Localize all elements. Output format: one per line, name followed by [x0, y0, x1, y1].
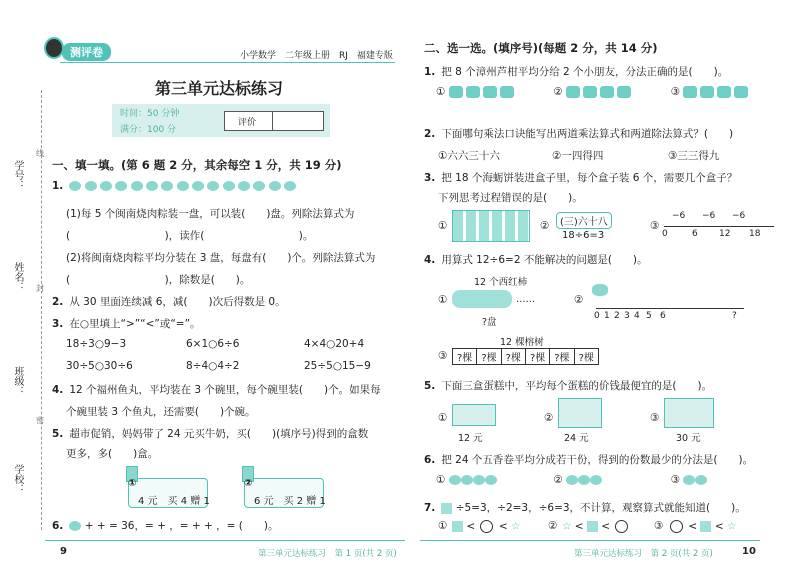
r-q3-opt[interactable]: ① — [438, 220, 448, 232]
r-q4-opt[interactable]: ① — [438, 294, 448, 306]
q4 — [52, 382, 381, 397]
footer-right-rule — [420, 540, 760, 541]
r-q1-opt[interactable]: ② — [553, 86, 563, 98]
r-q3-line1: 把 18 个海蛎饼装进盒子里，每个盒子装 6 个，需要几个盒子？ — [441, 172, 738, 184]
course-label: 小学数学 二年级上册 RJ 福建专版 — [240, 51, 393, 61]
strip-cell: ?棵 — [550, 349, 574, 365]
r-q7-opt[interactable]: ③ — [654, 520, 664, 532]
eval-divider — [272, 111, 273, 131]
r-q1-options — [436, 86, 776, 108]
deer-icon — [592, 284, 608, 296]
section2-title: 二、选一选。(填序号)(每题 2 分，共 14 分) — [424, 41, 658, 55]
binding-mark-dense: 密 — [36, 416, 44, 425]
r-q6-opt[interactable]: ① — [436, 474, 446, 486]
q1-part1-b: ( )，读作( )。 — [66, 230, 314, 242]
number-line-3 — [664, 226, 774, 227]
r-q2-number: 2. — [424, 128, 436, 140]
r-q4-text: 用算式 12÷6=2 不能解决的问题是( )。 — [441, 254, 648, 266]
compare-shapes: ☆ < < — [562, 520, 630, 533]
r-q7-number: 7. — [424, 502, 436, 514]
strip-cell: ?棵 — [453, 349, 477, 365]
axis-label: 3 — [624, 311, 630, 321]
r-q3 — [424, 170, 737, 185]
score-label: 满分：100 分 — [120, 125, 177, 135]
r-q3-number: 3. — [424, 172, 436, 184]
q1-number: 1. — [52, 180, 64, 192]
binding-mark-line: 线 — [36, 149, 44, 158]
tomato-plate — [452, 290, 512, 308]
binding-class: 班级： — [12, 366, 23, 396]
strip-cell: ?棵 — [525, 349, 549, 365]
r-q6-text: 把 24 个五香卷平均分成若干份，得到的份数最少的分法是( )。 — [441, 454, 754, 466]
footer-left-text: 第三单元达标练习 第 1 页(共 2 页) — [258, 549, 397, 559]
q3-cell: 25÷5○15−9 — [304, 360, 371, 372]
q2 — [52, 294, 286, 309]
price-label: 12 元 — [458, 433, 483, 444]
shape-a-icon — [69, 521, 81, 531]
axis-label: 4 — [634, 311, 640, 321]
price-label: 30 元 — [676, 433, 701, 444]
r-q6 — [424, 452, 753, 467]
q3-cell: 18÷3○9−3 — [66, 338, 127, 350]
axis-label: 0 — [594, 311, 600, 321]
r-q7-text: ÷5=3，÷2=3，÷6=3，不计算，观察算式就能知道( )。 — [455, 502, 746, 514]
axis-label: 1 — [604, 311, 610, 321]
q5-number: 5. — [52, 428, 64, 440]
offer-2-text: 6 元 买 2 赠 1 — [254, 496, 326, 507]
binding-school: 学校： — [12, 464, 23, 494]
strip-cell: ?棵 — [574, 349, 598, 365]
q5-line1: 超市促销，妈妈带了 24 元买牛奶，买( )(填序号)得到的盒数 — [69, 428, 369, 440]
r-q1-opt[interactable]: ① — [436, 86, 446, 98]
r-q3-opt[interactable]: ③ — [650, 220, 660, 232]
zongzi-row — [69, 180, 296, 192]
strip-cell: ?棵 — [501, 349, 525, 365]
footer-right-page: 10 — [742, 546, 756, 557]
minus-label: −6 — [702, 211, 716, 221]
axis-label: ? — [732, 311, 737, 321]
axis-tick-label: 18 — [749, 229, 761, 239]
r-q2 — [424, 126, 733, 141]
q3-cell: 6×1○6÷6 — [186, 338, 240, 350]
q6 — [52, 518, 278, 533]
tree-strip — [452, 348, 599, 365]
q1-part2-b: ( )，除数是( )。 — [66, 274, 251, 286]
compare-shapes: < < ☆ — [668, 520, 736, 533]
binding-name: 姓名： — [12, 262, 23, 292]
q5-line2: 更多，多( )盒。 — [66, 448, 159, 460]
footer-left-page: 9 — [60, 546, 67, 557]
axis-label: 5 — [646, 311, 652, 321]
q4-line2: 个碗里装 3 个鱼丸，还需要( )个碗。 — [66, 406, 256, 418]
r-q2-opt[interactable]: ①六六三十六 — [438, 150, 500, 162]
axis-tick-label: 6 — [692, 229, 698, 239]
r-q4-label3: 12 棵榕树 — [500, 337, 544, 348]
q1-part1-a: (1)每 5 个闽南烧肉粽装一盘，可以装( )盘。列除法算式为 — [66, 208, 355, 220]
compare-shapes: < < ☆ — [452, 520, 520, 533]
r-q7 — [424, 500, 746, 515]
q6-text: + + = 36，= + ，= + + ，= ( )。 — [84, 520, 279, 532]
r-q7-opt[interactable]: ② — [548, 520, 558, 532]
r-q6-options — [436, 474, 776, 486]
r-q4 — [424, 252, 648, 267]
axis-tick-label: 0 — [662, 229, 668, 239]
q2-number: 2. — [52, 296, 64, 308]
r-q7-opt[interactable]: ① — [438, 520, 448, 532]
r-q2-opt[interactable]: ③三三得九 — [668, 150, 720, 162]
r-q6-opt[interactable]: ③ — [670, 474, 681, 486]
r-q4-q1: ?盘 — [482, 317, 497, 328]
header-rule — [60, 62, 395, 63]
binding-mark-seal: 封 — [36, 284, 44, 293]
r-q4-opt[interactable]: ③ — [438, 350, 448, 362]
q1 — [52, 180, 397, 192]
footer-left-rule — [45, 540, 405, 541]
r-q1 — [424, 64, 728, 79]
r-q5-opt[interactable]: ③ — [650, 412, 660, 424]
footer-right-text: 第三单元达标练习 第 2 页(共 2 页) — [574, 549, 713, 559]
axis-tick-label: 12 — [719, 229, 731, 239]
r-q1-opt[interactable]: ③ — [670, 86, 681, 98]
r-q3-opt[interactable]: ② — [540, 220, 550, 232]
r-q5 — [424, 378, 712, 393]
r-q6-opt[interactable]: ② — [553, 474, 563, 486]
page-title: 第三单元达标练习 — [155, 79, 284, 98]
q5 — [52, 426, 368, 441]
q4-line1: 12 个福州鱼丸，平均装在 3 个碗里，每个碗里装( )个。如果每 — [69, 384, 381, 396]
binding-student-id: 学号： — [12, 160, 23, 190]
r-q5-opt[interactable]: ① — [438, 412, 448, 424]
offer-2-no: ② — [244, 478, 253, 489]
time-label: 时间：50 分钟 — [120, 109, 180, 119]
r-q2-text: 下面哪句乘法口诀能写出两道乘法算式和两道除法算式？( ) — [441, 128, 734, 140]
cake-box-icon — [664, 398, 714, 428]
price-label: 24 元 — [564, 433, 589, 444]
r-q3-line2: 下列思考过程错误的是( )。 — [438, 192, 583, 204]
r-q4-label1: 12 个西红柿 — [474, 277, 528, 288]
cake-box-icon — [558, 398, 602, 428]
offer-1-no: ① — [128, 478, 137, 489]
q2-text: 从 30 里面连续减 6，减( )次后得数是 0。 — [69, 296, 286, 308]
dots: …… — [516, 294, 535, 305]
cookie-grid — [452, 210, 530, 242]
r-q1-text: 把 8 个漳州芦柑平均分给 2 个小朋友，分法正确的是( )。 — [441, 66, 729, 78]
mascot-icon — [44, 37, 64, 59]
q3-text: 在○里填上“>”“<”或“=”。 — [69, 318, 201, 330]
q4-number: 4. — [52, 384, 64, 396]
r-q4-number: 4. — [424, 254, 436, 266]
minus-label: −6 — [732, 211, 746, 221]
eval-label: 评价 — [238, 118, 257, 128]
r-q5-opt[interactable]: ② — [544, 412, 554, 424]
q3-cell: 4×4○20+4 — [304, 338, 365, 350]
r-q3-opt2-b: 18÷6=3 — [562, 230, 605, 241]
r-q5-number: 5. — [424, 380, 436, 392]
q3 — [52, 316, 201, 331]
section1-title: 一、填一填。(第 6 题 2 分，其余每空 1 分，共 19 分) — [52, 158, 342, 172]
minus-label: −6 — [672, 211, 686, 221]
q3-number: 3. — [52, 318, 64, 330]
square-icon — [441, 503, 452, 514]
q3-cell: 8÷4○4÷2 — [186, 360, 240, 372]
header-badge: 测评卷 — [62, 43, 111, 61]
r-q6-number: 6. — [424, 454, 436, 466]
q6-number: 6. — [52, 520, 64, 532]
axis-label: 6 — [660, 311, 666, 321]
cake-box-icon — [452, 404, 496, 426]
q1-part2-a: (2)将闽南烧肉粽平均分装在 3 盘，每盘有( )个。列除法算式为 — [66, 252, 376, 264]
q3-cell: 30÷5○30÷6 — [66, 360, 133, 372]
strip-cell: ?棵 — [477, 349, 501, 365]
r-q5-text: 下面三盒蛋糕中，平均每个蛋糕的价钱最便宜的是( )。 — [441, 380, 713, 392]
number-line-4 — [596, 308, 744, 309]
r-q2-opt[interactable]: ②一四得四 — [552, 150, 604, 162]
r-q1-number: 1. — [424, 66, 436, 78]
r-q3-opt2-a: (三)六十八 — [556, 212, 612, 229]
r-q4-opt[interactable]: ② — [574, 294, 584, 306]
axis-label: 2 — [614, 311, 620, 321]
offer-1-text: 4 元 买 4 赠 1 — [138, 496, 210, 507]
